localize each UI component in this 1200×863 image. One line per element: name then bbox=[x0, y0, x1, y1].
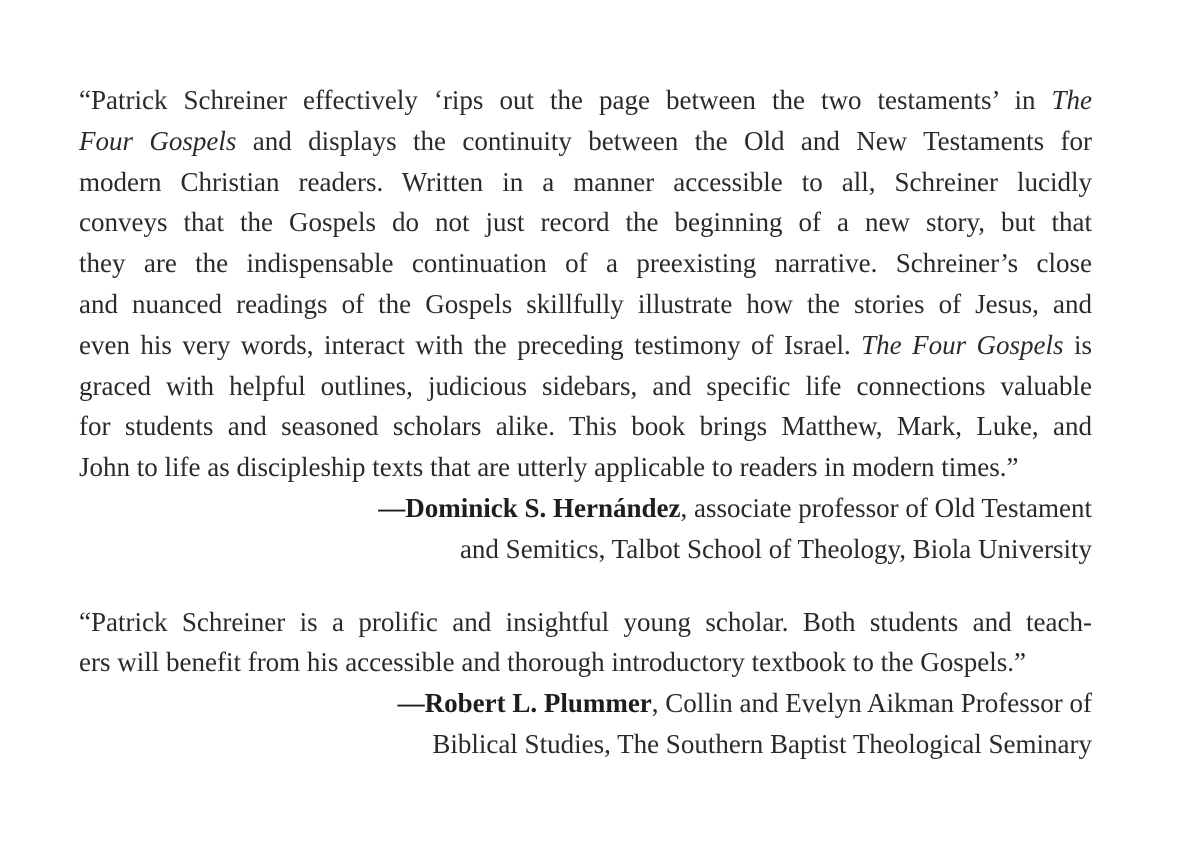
endorsement-attribution bbox=[79, 683, 1092, 765]
attribution-line-1 bbox=[79, 683, 1092, 724]
attribution-dash: — bbox=[397, 688, 425, 719]
book-title-italic: Four Gospels bbox=[79, 125, 237, 156]
endorsement-hernandez bbox=[79, 80, 1092, 570]
quote-line bbox=[79, 284, 1092, 325]
quote-text: and displays the continuity between the Old and New Testaments for bbox=[236, 125, 1093, 156]
author-role-part1: , associate professor of Old Testament bbox=[680, 492, 1092, 523]
quote-text: “Patrick Schreiner effectively ‘rips out the page between the two testaments’ in bbox=[79, 85, 1052, 115]
quote-text: “Patrick Schreiner is a prolific and insightful young scholar. Both students and teach- bbox=[79, 606, 1092, 637]
author-name: Robert L. Plummer bbox=[424, 688, 652, 719]
quote-line bbox=[79, 121, 1092, 162]
quote-line bbox=[79, 447, 1092, 488]
quote-text: modern Christian readers. Written in a manner accessible to all, Schreiner lucidly bbox=[79, 166, 1092, 197]
quote-line bbox=[79, 243, 1092, 284]
attribution-line-2: Biblical Studies, The Southern Baptist Theological Seminary bbox=[432, 728, 1092, 759]
quote-line bbox=[79, 406, 1092, 447]
quote-line bbox=[79, 366, 1092, 407]
quote-text: graced with helpful outlines, judicious sidebars, and specific life connections valuable bbox=[79, 370, 1092, 401]
quote-text: ers will benefit from his accessible and thorough introductory textbook to the Gospels.” bbox=[79, 647, 1027, 678]
endorsement-quote bbox=[79, 80, 1092, 488]
endorsement-plummer bbox=[79, 602, 1092, 765]
quote-text: conveys that the Gospels do not just record the beginning of a new story, but that bbox=[79, 207, 1092, 238]
attribution-line-2: and Semitics, Talbot School of Theology, Biola University bbox=[459, 533, 1092, 564]
endorsement-quote bbox=[79, 602, 1092, 684]
attribution-author bbox=[398, 688, 652, 718]
attribution-dash: — bbox=[378, 492, 406, 523]
book-title-italic: The bbox=[1051, 85, 1092, 115]
quote-line bbox=[79, 642, 1092, 683]
author-role-part1: , Collin and Evelyn Aikman Professor of bbox=[651, 688, 1092, 719]
quote-text: and nuanced readings of the Gospels skillfully illustrate how the stories of Jesus, and bbox=[79, 288, 1092, 319]
endorsement-attribution bbox=[79, 488, 1092, 570]
quote-text: for students and seasoned scholars alike. This book brings Matthew, Mark, Luke, and bbox=[79, 411, 1092, 442]
attribution-line-1 bbox=[79, 488, 1092, 529]
quote-text: they are the indispensable continuation of a preexisting narrative. Schreiner’s close bbox=[79, 248, 1092, 279]
quote-text: even his very words, interact with the preceding testimony of Israel. bbox=[79, 329, 862, 360]
author-name: Dominick S. Hernández bbox=[405, 492, 681, 523]
quote-line bbox=[79, 162, 1092, 203]
quote-line bbox=[79, 602, 1092, 643]
book-title-italic: The Four Gospels bbox=[861, 329, 1064, 360]
endorsements-page bbox=[79, 80, 1092, 765]
endorsement-separator bbox=[79, 570, 1092, 602]
quote-line bbox=[79, 325, 1092, 366]
quote-text: is bbox=[1063, 329, 1092, 360]
quote-text: John to life as discipleship texts that are utterly applicable to readers in modern times.” bbox=[79, 452, 1019, 483]
quote-line bbox=[79, 202, 1092, 243]
attribution-author bbox=[378, 493, 680, 523]
quote-line bbox=[79, 80, 1092, 121]
